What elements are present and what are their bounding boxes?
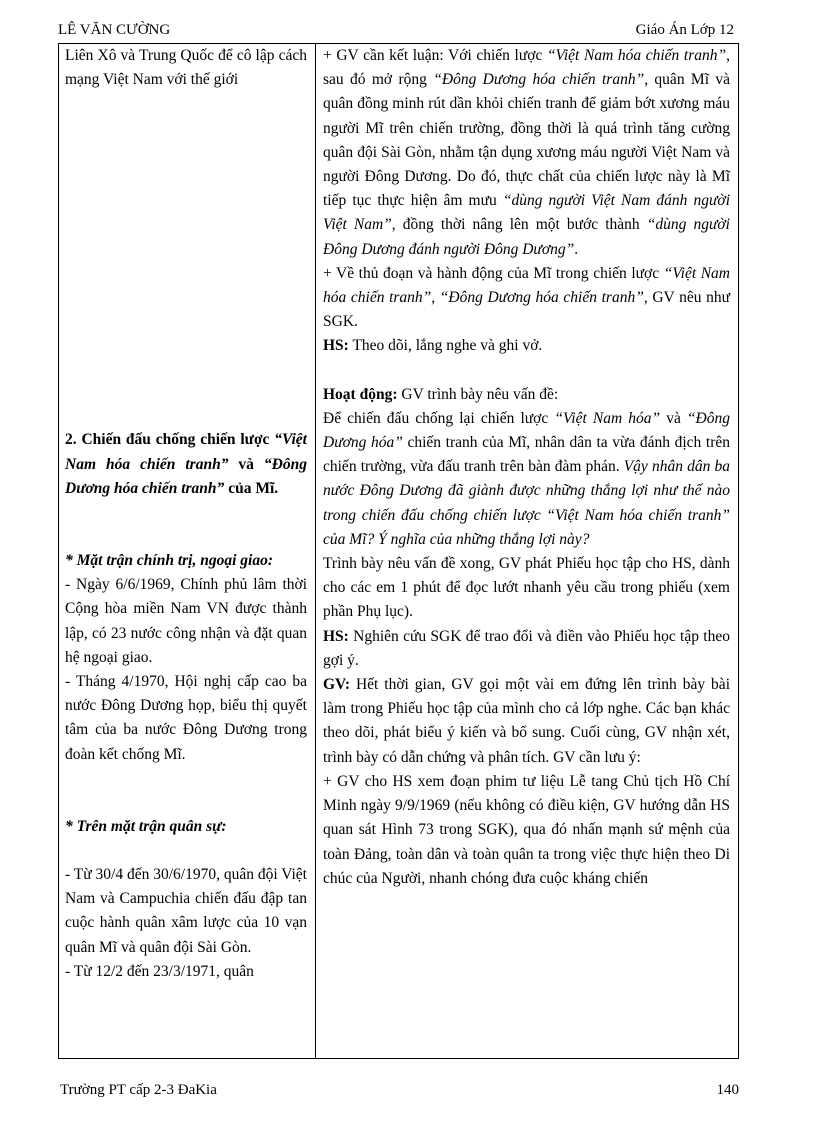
us-tactics-paragraph: + Về thủ đoạn và hành động của Mĩ trong chiến lược “Việt Nam hóa chiến tranh”, “Đông Dương hóa chiến tranh”, GV nêu như SGK. [323, 264, 730, 331]
political-front-heading: * Mặt trận chính trị, ngoại giao: [65, 552, 274, 570]
header-author: LÊ VĂN CƯỜNG [58, 22, 171, 38]
problem-statement: Để chiến đấu chống lại chiến lược “Việt Nam hóa” và “Đông Dương hóa” chiến tranh của Mĩ, nhân dân ta vừa đánh địch trên chiến trường, vừa đấu tranh trên bàn đàm phán. Vậy nhân dân ba nước Đông Dương đã giành được những thắng lợi như thế nào trong chiến đấu chống chiến lược “Việt Nam hóa chiến tranh” của Mĩ? Ý nghĩa của những thắng lợi này? [323, 409, 730, 548]
gv-note: GV: Hết thời gian, GV gọi một vài em đứng lên trình bày bài làm trong Phiếu học tập của mình cho cả lớp nghe. Các bạn khác theo dõi, phát biểu ý kiến và bổ sung. Cuối cùng, GV nhận xét, trình bày có dẫn chứng và phân tích. GV cần lưu ý: [323, 676, 730, 766]
hs-note-1: HS: Theo dõi, lắng nghe và ghi vở. [323, 337, 543, 355]
section-heading: 2. Chiến đấu chống chiến lược “Việt Nam hóa chiến tranh” và “Đông Dương hóa chiến tranh” của Mĩ. [65, 431, 307, 497]
political-item-2: - Tháng 4/1970, Hội nghị cấp cao ba nước Đông Dương họp, biểu thị quyết tâm của ba nước Đông Dương trong đoàn kết chống Mĩ. [65, 673, 307, 763]
lesson-table [58, 44, 739, 1059]
left-intro-text: Liên Xô và Trung Quốc để cô lập cách mạng Việt Nam với thế giới [65, 47, 307, 89]
political-item-1: - Ngày 6/6/1969, Chính phủ lâm thời Cộng hòa miền Nam VN được thành lập, có 23 nước công nhận và đặt quan hệ ngoại giao. [65, 576, 307, 666]
activity-intro: Hoạt động: GV trình bày nêu vấn đề: [323, 385, 559, 403]
footer-school: Trường PT cấp 2-3 ĐaKia [60, 1082, 217, 1098]
film-note: + GV cho HS xem đoạn phim tư liệu Lễ tang Chủ tịch Hồ Chí Minh ngày 9/9/1969 (nếu không có điều kiện, GV hướng dẫn HS quan sát Hình 73 trong SGK), qua đó nhấn mạnh sứ mệnh của toàn Đảng, toàn dân và toàn quân ta trong việc thực hiện theo Di chúc của Người, nhanh chóng đưa cuộc kháng chiến [323, 772, 730, 887]
column-divider [315, 44, 316, 1058]
military-item-2: - Từ 12/2 đến 23/3/1971, quân [65, 962, 254, 980]
military-item-1: - Từ 30/4 đến 30/6/1970, quân đội Việt Nam và Campuchia chiến đấu đập tan cuộc hành quân xâm lược của 10 vạn quân Mĩ và quân đội Sài Gòn. [65, 866, 307, 956]
worksheet-instruction: Trình bày nêu vấn đề xong, GV phát Phiếu học tập cho HS, dành cho các em 1 phút để đọc lướt nhanh yêu cầu trong phiếu (xem phần Phụ lục). [323, 555, 730, 621]
header-doc-title: Giáo Án Lớp 12 [635, 22, 734, 38]
page-header [58, 22, 734, 44]
right-column [323, 44, 730, 891]
gv-conclusion-paragraph: + GV cần kết luận: Với chiến lược “Việt Nam hóa chiến tranh”, sau đó mở rộng “Đông Dương hóa chiến tranh”, quân Mĩ và quân đồng minh rút dần khỏi chiến tranh để giảm bớt xương máu người Mĩ trên chiến trường, đồng thời là quá trình tăng cường quân đội Sài Gòn, nhằm tận dụng xương máu người Việt Nam và người Đông Dương. Do đó, thực chất của chiến lược này là Mĩ tiếp tục thực hiện âm mưu “dùng người Việt Nam đánh người Việt Nam”, đồng thời nâng lên một bước thành “dùng người Đông Dương đánh người Đông Dương”. [323, 47, 730, 258]
hs-note-2: HS: Nghiên cứu SGK để trao đổi và điền vào Phiếu học tập theo gợi ý. [323, 627, 730, 669]
page-number: 140 [716, 1082, 739, 1098]
left-column [65, 44, 307, 984]
military-front-heading: * Trên mặt trận quân sự: [65, 817, 227, 835]
